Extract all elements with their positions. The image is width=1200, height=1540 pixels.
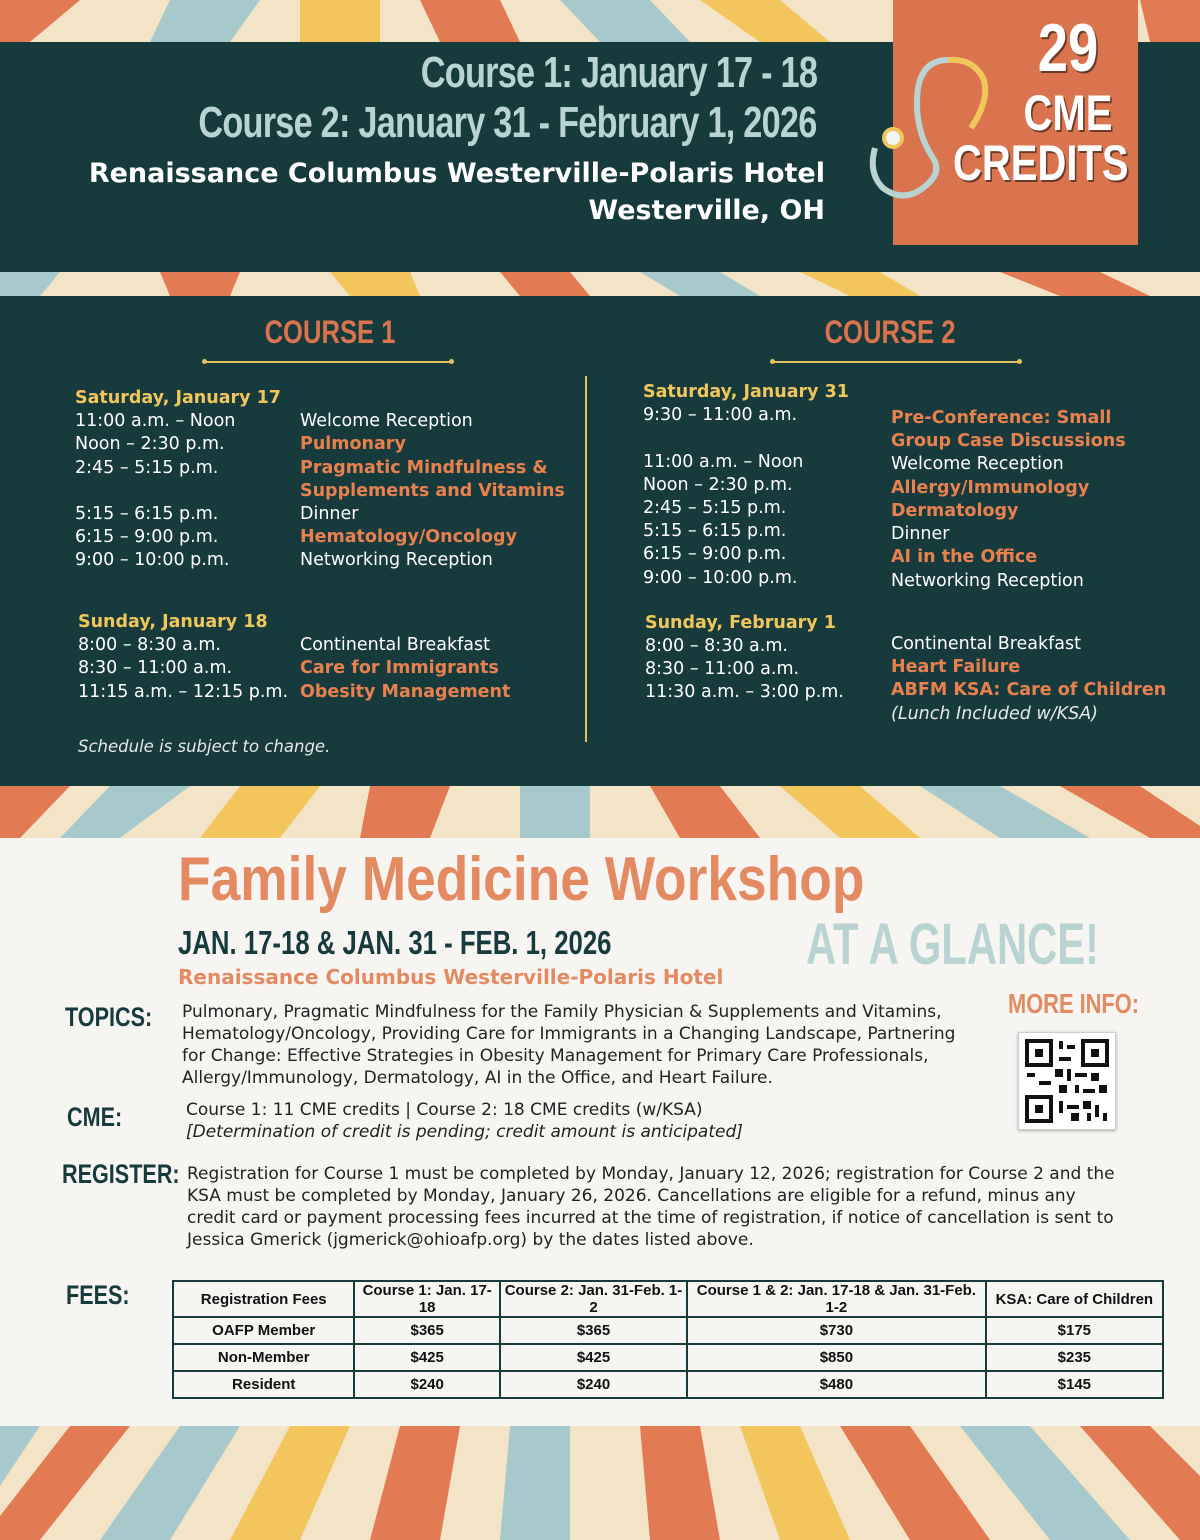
course1-item: Networking Reception <box>300 550 493 570</box>
workshop-dates: JAN. 17-18 & JAN. 31 - FEB. 1, 2026 <box>178 924 612 961</box>
course2-item: Continental Breakfast <box>891 634 1082 654</box>
register-line: Jessica Gmerick (jgmerick@ohioafp.org) by the dates listed above. <box>187 1230 754 1250</box>
table-row <box>173 1344 1163 1371</box>
course2-day1-heading: Saturday, January 31 <box>643 382 849 402</box>
register-line: KSA must be completed by Monday, January 26, 2026. Cancellations are eligible for a refund, minus any <box>187 1186 1076 1206</box>
fees-header-cell: Course 2: Jan. 31-Feb. 1-2 <box>500 1281 687 1317</box>
course1-item: Dinner <box>300 504 359 524</box>
course1-session: Pragmatic Mindfulness & <box>300 458 548 478</box>
course1-time: 9:00 – 10:00 p.m. <box>75 550 230 570</box>
fees-cell: $365 <box>500 1317 687 1344</box>
more-info-label: MORE INFO: <box>1008 988 1140 1019</box>
course1-session: Hematology/Oncology <box>300 527 517 547</box>
at-a-glance-heading: AT A GLANCE! <box>806 912 1100 977</box>
middle-sunburst-strip <box>0 272 1200 296</box>
cme-credits-badge <box>893 0 1138 245</box>
course2-time: 8:30 – 11:00 a.m. <box>645 659 800 679</box>
table-row <box>173 1317 1163 1344</box>
qr-code-icon <box>1019 1033 1115 1129</box>
course2-time: 11:00 a.m. – Noon <box>643 452 804 472</box>
course1-divider <box>205 361 451 363</box>
course1-time: 2:45 – 5:15 p.m. <box>75 458 219 478</box>
cme-text <box>186 1099 743 1143</box>
fees-cell: $480 <box>687 1371 986 1398</box>
course2-time: 2:45 – 5:15 p.m. <box>643 498 787 518</box>
credits-cme-label: CME <box>1023 85 1113 141</box>
course2-divider <box>773 361 1019 363</box>
course2-session: Dermatology <box>891 501 1019 521</box>
venue-city: Westerville, OH <box>588 195 825 226</box>
qr-code[interactable] <box>1018 1032 1116 1130</box>
fees-cell: $425 <box>354 1344 499 1371</box>
course2-session: Allergy/Immunology <box>891 478 1090 498</box>
schedule-note: Schedule is subject to change. <box>78 737 331 756</box>
course2-session: AI in the Office <box>891 547 1038 567</box>
register-line: credit card or payment processing fees incurred at the time of registration, if notice of cancellation is sent to <box>187 1208 1114 1228</box>
course1-day2-heading: Sunday, January 18 <box>78 612 268 632</box>
fees-cell: $240 <box>500 1371 687 1398</box>
fees-header-row <box>173 1281 1163 1317</box>
cme-credits-line: Course 1: 11 CME credits | Course 2: 18 CME credits (w/KSA) <box>186 1100 703 1120</box>
bottom-sunburst-strip <box>0 1426 1200 1540</box>
topics-line: Hematology/Oncology, Providing Care for Immigrants in a Changing Landscape, Partnering <box>182 1024 956 1044</box>
lower-sunburst-strip <box>0 786 1200 838</box>
course2-session: Group Case Discussions <box>891 431 1126 451</box>
fees-cell: Non-Member <box>173 1344 354 1371</box>
topics-text <box>182 1001 955 1089</box>
course1-session: Supplements and Vitamins <box>300 481 565 501</box>
table-row <box>173 1371 1163 1398</box>
fees-cell: OAFP Member <box>173 1317 354 1344</box>
schedule-section <box>0 296 1200 786</box>
register-text <box>187 1163 1115 1251</box>
fees-header-cell: Registration Fees <box>173 1281 354 1317</box>
credits-number: 29 <box>1037 10 1099 86</box>
at-a-glance-section <box>0 838 1200 1426</box>
course2-lunch-note: (Lunch Included w/KSA) <box>891 704 1099 724</box>
workshop-venue: Renaissance Columbus Westerville-Polaris Hotel <box>178 965 724 989</box>
course1-session: Care for Immigrants <box>300 658 499 678</box>
course1-time: 8:00 – 8:30 a.m. <box>78 635 221 655</box>
course2-session: Pre-Conference: Small <box>891 408 1112 428</box>
fees-label: FEES: <box>66 1280 130 1310</box>
course1-time: Noon – 2:30 p.m. <box>75 434 225 454</box>
fees-cell: $240 <box>354 1371 499 1398</box>
fees-cell: Resident <box>173 1371 354 1398</box>
topics-line: Allergy/Immunology, Dermatology, AI in the Office, and Heart Failure. <box>182 1068 773 1088</box>
course2-time: 5:15 – 6:15 p.m. <box>643 521 787 541</box>
fees-header-cell: KSA: Care of Children <box>986 1281 1163 1317</box>
course1-title: COURSE 1 <box>264 314 396 350</box>
course2-time: 9:00 – 10:00 p.m. <box>643 568 798 588</box>
course1-time: 5:15 – 6:15 p.m. <box>75 504 219 524</box>
course2-title: COURSE 2 <box>824 314 956 350</box>
course1-time: 6:15 – 9:00 p.m. <box>75 527 219 547</box>
fees-cell: $850 <box>687 1344 986 1371</box>
topics-line: for Change: Effective Strategies in Obesity Management for Primary Care Professionals, <box>182 1046 929 1066</box>
course1-time: 11:00 a.m. – Noon <box>75 411 236 431</box>
course2-session: Heart Failure <box>891 657 1021 677</box>
course2-time: 11:30 a.m. – 3:00 p.m. <box>645 682 844 702</box>
course1-time: 8:30 – 11:00 a.m. <box>78 658 233 678</box>
course2-time: 6:15 – 9:00 p.m. <box>643 544 787 564</box>
fees-cell: $730 <box>687 1317 986 1344</box>
course2-dates-heading: Course 2: January 31 - February 1, 2026 <box>198 98 817 147</box>
course2-time: Noon – 2:30 p.m. <box>643 475 793 495</box>
credits-label: CREDITS <box>953 135 1129 191</box>
fees-cell: $235 <box>986 1344 1163 1371</box>
course1-session: Pulmonary <box>300 434 406 454</box>
course1-item: Welcome Reception <box>300 411 473 431</box>
course1-time: 11:15 a.m. – 12:15 p.m. <box>78 682 289 702</box>
cme-label: CME: <box>67 1102 123 1132</box>
workshop-title: Family Medicine Workshop <box>178 845 865 914</box>
topics-label: TOPICS: <box>65 1002 153 1032</box>
course1-dates-heading: Course 1: January 17 - 18 <box>420 48 817 97</box>
course2-time: 9:30 – 11:00 a.m. <box>643 405 798 425</box>
register-line: Registration for Course 1 must be completed by Monday, January 12, 2026; registration for Course 2 and the <box>187 1164 1115 1184</box>
course2-time: 8:00 – 8:30 a.m. <box>645 636 788 656</box>
register-label: REGISTER: <box>62 1159 180 1189</box>
cme-pending-note: [Determination of credit is pending; credit amount is anticipated] <box>186 1122 743 1142</box>
course2-day2-heading: Sunday, February 1 <box>645 613 836 633</box>
course1-session: Obesity Management <box>300 682 511 702</box>
fees-cell: $365 <box>354 1317 499 1344</box>
course2-item: Dinner <box>891 524 950 544</box>
column-separator <box>585 376 587 742</box>
course2-item: Networking Reception <box>891 571 1084 591</box>
course1-item: Continental Breakfast <box>300 635 491 655</box>
fees-cell: $145 <box>986 1371 1163 1398</box>
fees-cell: $425 <box>500 1344 687 1371</box>
fees-header-cell: Course 1 & 2: Jan. 17-18 & Jan. 31-Feb. 1-2 <box>687 1281 986 1317</box>
topics-line: Pulmonary, Pragmatic Mindfulness for the Family Physician & Supplements and Vitamins, <box>182 1002 942 1022</box>
fees-cell: $175 <box>986 1317 1163 1344</box>
course2-item: Welcome Reception <box>891 454 1064 474</box>
fees-table <box>172 1280 1164 1399</box>
fees-header-cell: Course 1: Jan. 17-18 <box>354 1281 499 1317</box>
venue-name: Renaissance Columbus Westerville-Polaris Hotel <box>88 158 825 189</box>
course2-session: ABFM KSA: Care of Children <box>891 680 1167 700</box>
course1-day1-heading: Saturday, January 17 <box>75 388 281 408</box>
